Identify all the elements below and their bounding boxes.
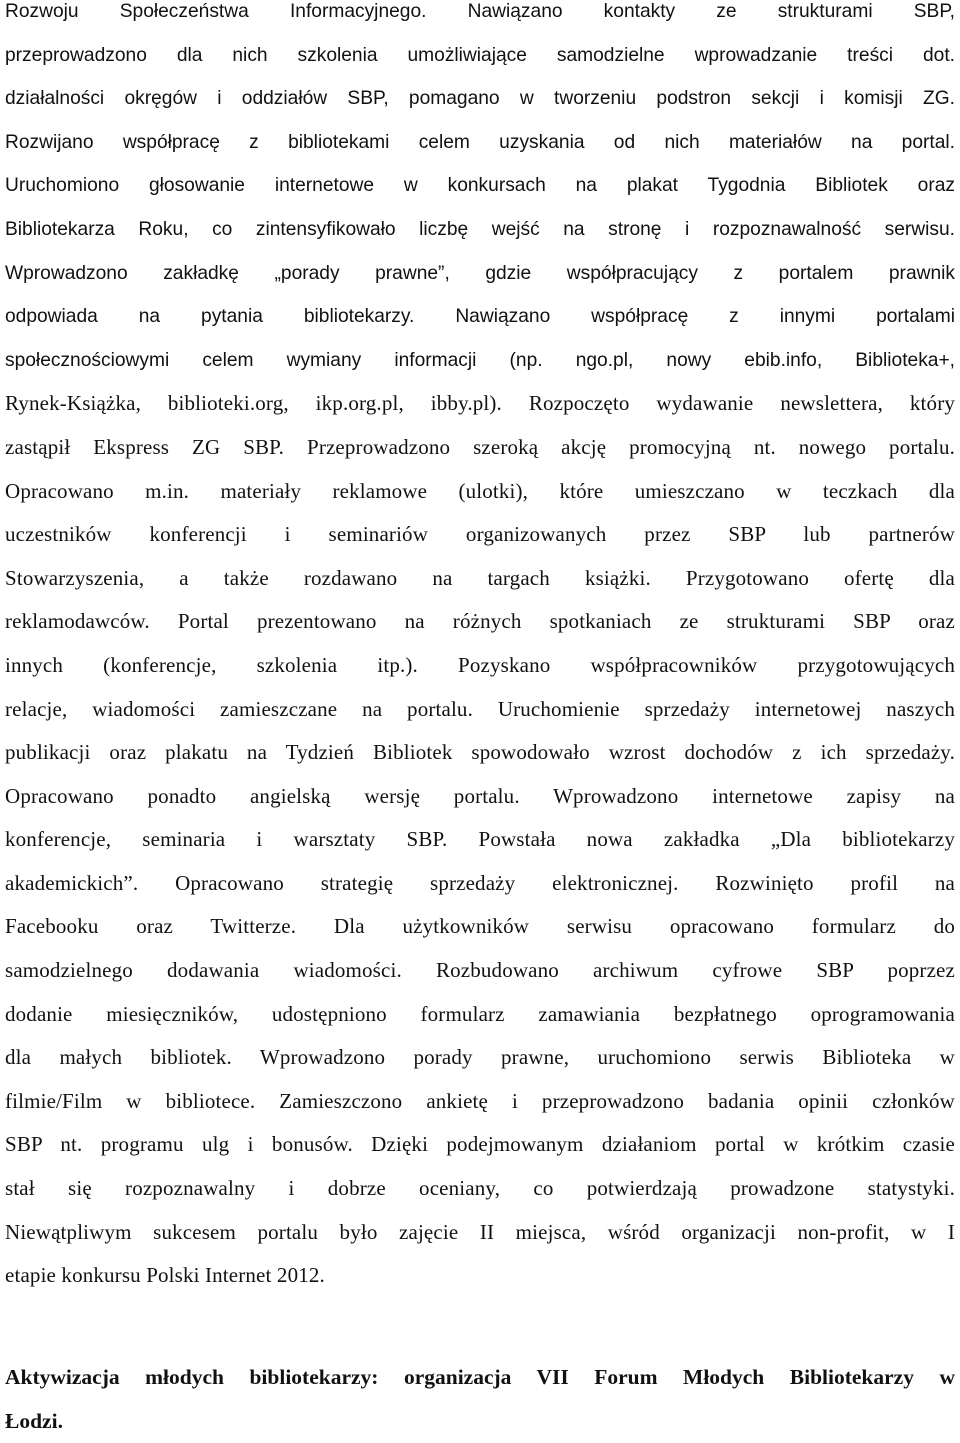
text-line: samodzielnego dodawania wiadomości. Rozbudowano archiwum cyfrowe SBP poprzez	[5, 958, 955, 983]
text-line: Facebooku oraz Twitterze. Dla użytkowników serwisu opracowano formularz do	[5, 914, 955, 939]
text-line: dla małych bibliotek. Wprowadzono porady prawne, uruchomiono serwis Biblioteka w	[5, 1045, 955, 1070]
text-line: odpowiada na pytania bibliotekarzy. Nawiązano współpracę z innymi portalami	[5, 306, 955, 328]
text-line: Rynek-Książka, biblioteki.org, ikp.org.pl, ibby.pl). Rozpoczęto wydawanie newslettera, który	[5, 391, 955, 416]
text-line: relacje, wiadomości zamieszczane na portalu. Uruchomienie sprzedaży internetowej naszych	[5, 696, 955, 721]
body-paragraph	[5, 0, 955, 1298]
section-heading	[5, 1355, 955, 1443]
heading-line: Łodzi.	[5, 1409, 63, 1433]
text-line: publikacji oraz plakatu na Tydzień Bibliotek spowodowało wzrost dochodów z ich sprzedaży.	[5, 740, 955, 765]
text-line: SBP nt. programu ulg i bonusów. Dzięki podejmowanym działaniom portal w krótkim czasie	[5, 1132, 955, 1157]
text-line: filmie/Film w bibliotece. Zamieszczono ankietę i przeprowadzono badania opinii członków	[5, 1088, 955, 1113]
text-line: stał się rozpoznawalny i dobrze oceniany, co potwierdzają prowadzone statystyki.	[5, 1176, 955, 1201]
text-line: działalności okręgów i oddziałów SBP, pomagano w tworzeniu podstron sekcji i komisji ZG.	[5, 88, 955, 110]
text-line: Wprowadzono zakładkę „porady prawne”, gdzie współpracujący z portalem prawnik	[5, 262, 955, 284]
text-line: przeprowadzono dla nich szkolenia umożliwiające samodzielne wprowadzanie treści dot.	[5, 44, 955, 66]
text-line: reklamodawców. Portal prezentowano na różnych spotkaniach ze strukturami SBP oraz	[5, 609, 955, 634]
text-line: konferencje, seminaria i warsztaty SBP. Powstała nowa zakładka „Dla bibliotekarzy	[5, 827, 955, 852]
text-line: Opracowano m.in. materiały reklamowe (ulotki), które umieszczano w teczkach dla	[5, 478, 955, 503]
text-line: Bibliotekarza Roku, co zintensyfikowało liczbę wejść na stronę i rozpoznawalność serwisu.	[5, 218, 955, 240]
text-line: zastąpił Ekspress ZG SBP. Przeprowadzono szeroką akcję promocyjną nt. nowego portalu.	[5, 434, 955, 459]
text-line: Opracowano ponadto angielską wersję portalu. Wprowadzono internetowe zapisy na	[5, 783, 955, 808]
text-line: Niewątpliwym sukcesem portalu było zajęcie II miejsca, wśród organizacji non-profit, w I	[5, 1219, 955, 1244]
text-line: uczestników konferencji i seminariów organizowanych przez SBP lub partnerów	[5, 522, 955, 547]
text-line: Stowarzyszenia, a także rozdawano na targach książki. Przygotowano ofertę dla	[5, 565, 955, 590]
text-line: Uruchomiono głosowanie internetowe w konkursach na plakat Tygodnia Bibliotek oraz	[5, 175, 955, 197]
heading-line: Aktywizacja młodych bibliotekarzy: organizacja VII Forum Młodych Bibliotekarzy w	[5, 1365, 955, 1389]
text-line: dodanie miesięczników, udostępniono formularz zamawiania bezpłatnego oprogramowania	[5, 1001, 955, 1026]
text-line: akademickich”. Opracowano strategię sprzedaży elektronicznej. Rozwinięto profil na	[5, 870, 955, 895]
text-line: Rozwijano współpracę z bibliotekami celem uzyskania od nich materiałów na portal.	[5, 131, 955, 153]
text-line: społecznościowymi celem wymiany informacji (np. ngo.pl, nowy ebib.info, Biblioteka+,	[5, 349, 955, 371]
text-line: Rozwoju Społeczeństwa Informacyjnego. Nawiązano kontakty ze strukturami SBP,	[5, 1, 955, 22]
text-line: innych (konferencje, szkolenia itp.). Pozyskano współpracowników przygotowujących	[5, 652, 955, 677]
text-line: etapie konkursu Polski Internet 2012.	[5, 1263, 325, 1288]
